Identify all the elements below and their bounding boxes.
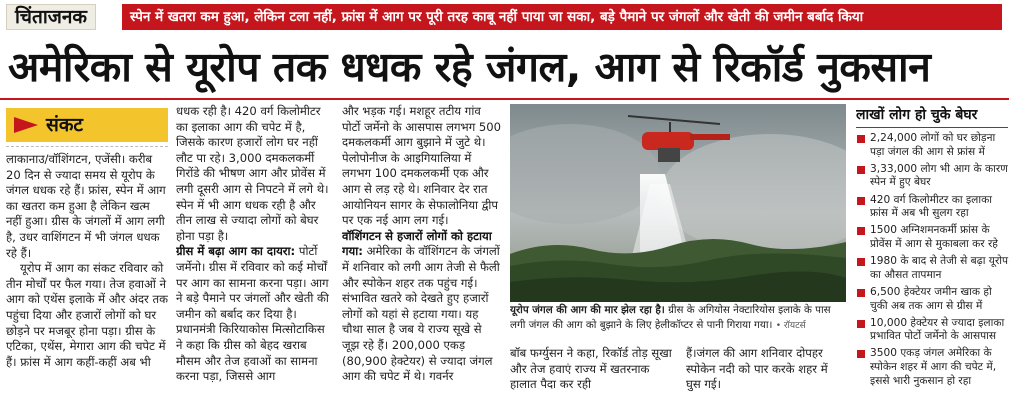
list-item-text: 1980 के बाद से तेजी से बढ़ा यूरोप का औसत तापमान bbox=[870, 255, 1009, 281]
caption-bold: यूरोप जंगल की आग की मार झेल रहा है। bbox=[510, 304, 665, 316]
factbox-rule bbox=[856, 127, 1008, 128]
section-divider bbox=[6, 146, 168, 147]
list-item bbox=[856, 347, 1009, 388]
article-paragraph bbox=[342, 229, 502, 385]
arrow-marker-icon bbox=[14, 117, 38, 133]
article-paragraph: हैं।जंगल की आग शनिवार दोपहर स्पोकेन नदी को पार करके शहर में घुस गई। bbox=[686, 346, 828, 392]
list-item bbox=[856, 317, 1009, 344]
list-item-text: 10,000 हेक्टेयर से ज्यादा इलाका प्रभावित पोर्टो जर्मेनो के आसपास bbox=[870, 316, 1005, 343]
list-item-text: 1500 अग्निशमनकर्मी फ्रांस के प्रोवेंस में आग से मुकाबला कर रहे bbox=[870, 224, 998, 250]
kicker-strapline: स्पेन में खतरा कम हुआ, लेकिन टला नहीं, फ्रांस में आग पर पूरी तरह काबू नहीं पाया जा सका, बड़े पैमाने पर जंगलों और खेती की जमीन बर्बाद किया bbox=[122, 4, 1002, 30]
article-paragraph: बॉब फर्ग्युसन ने कहा, रिकॉर्ड तोड़ सूखा और तेज हवाएं राज्य में खतरनाक हालात पैदा कर रही bbox=[510, 346, 672, 392]
list-item-text: 420 वर्ग किलोमीटर का इलाका फ्रांस में अब भी सुलग रहा bbox=[870, 193, 992, 220]
square-bullet-icon bbox=[857, 350, 865, 358]
list-item bbox=[856, 194, 1009, 221]
list-item-text: 3500 एकड़ जंगल अमेरिका के स्पोकेन शहर में आग की चपेट में, इससे भारी नुकसान हो रहा bbox=[870, 347, 997, 387]
list-item bbox=[856, 132, 1009, 159]
article-subhead: ग्रीस में बढ़ा आग का दायरा: bbox=[176, 244, 296, 259]
article-subhead: वॉशिंगटन से हजारों लोगों को हटाया गया: bbox=[342, 228, 492, 259]
kicker-tag: चिंताजनक bbox=[6, 4, 96, 30]
list-item bbox=[856, 163, 1009, 190]
article-text: पोर्टो जर्मेनो। ग्रीस में रविवार को कई मोर्चों पर आग का सामना करना पड़ा। आग ने बड़े पैमाने पर जंगलों और खेती की जमीन को बर्बाद कर दिया है। प्रधानमंत्री किरियाकोस मित्सोटाकिस ने कहा कि ग्रीस को बेहद खराब मौसम और तेज हवाओं का सामना करना पड़ा, जिससे आग bbox=[176, 244, 329, 384]
article-paragraph: यूरोप में आग का संकट रविवार को तीन मोर्चों पर फैल गया। तेज हवाओं ने आग को एथेंस इलाके में और अंदर तक पहुंचा दिया और हजारों लोगों को घर छोड़ने पर मजबूर होना पड़ा। ग्रीस के एटिका, एथेंस, मेगारा आग की चपेट में हैं। फ्रांस में आग कहीं-कहीं अब भी bbox=[6, 261, 168, 369]
photo-credit: • रॉयटर्स bbox=[775, 321, 806, 331]
factbox-list bbox=[856, 132, 1009, 392]
square-bullet-icon bbox=[857, 227, 865, 235]
list-item-text: 2,24,000 लोगों को घर छोड़ना पड़ा जंगल की आग से फ्रांस में bbox=[870, 132, 996, 158]
article-column-3 bbox=[342, 104, 502, 404]
square-bullet-icon bbox=[857, 289, 865, 297]
headline: अमेरिका से यूरोप तक धधक रहे जंगल, आग से रिकॉर्ड नुकसान bbox=[8, 43, 931, 91]
article-paragraph: और भड़क गई। मशहूर तटीय गांव पोर्टो जर्मेनो के आसपास लगभग 500 दमकलकर्मी आग बुझाने में जुटे थे। पेलोपोनीज के आइगियालिया में लगभग 100 दमकलकर्मी एक और आग से लड़ रहे थे। शनिवार देर रात आयोनियन सागर के सेफालोनिया द्वीप पर एक नई आग लग गई। bbox=[342, 104, 502, 228]
news-photo bbox=[510, 104, 846, 302]
square-bullet-icon bbox=[857, 197, 865, 205]
article-column-5 bbox=[686, 346, 846, 404]
list-item-text: 3,33,000 लोग भी आग के कारण स्पेन में हुए बेघर bbox=[870, 162, 1008, 189]
article-column-2 bbox=[176, 104, 334, 404]
photo-caption bbox=[510, 303, 846, 339]
list-item bbox=[856, 224, 1009, 251]
factbox bbox=[852, 100, 1009, 409]
list-item bbox=[856, 286, 1009, 313]
list-item-text: 6,500 हेक्टेयर जमीन खाक हो चुकी अब तक आग से ग्रीस में bbox=[870, 285, 992, 312]
caption-text: ग्रीस के अगियोस नेक्टारियोस इलाके के पास लगी जंगल की आग को बुझाने के लिए हेलीकॉप्टर से पानी गिराया गया। bbox=[510, 304, 831, 331]
square-bullet-icon bbox=[857, 320, 865, 328]
article-paragraph: धधक रही है। 420 वर्ग किलोमीटर का इलाका आग की चपेट में है, जिसके कारण हजारों लोग घर नहीं लौट पा रहे। 3,000 दमकलकर्मी गिरोंडे की भीषण आग और प्रोवेंस में लगी दूसरी आग से निपटने में लगे थे। स्पेन में भी आग धधक रही है और तीन लाख से ज्यादा लोगों को बेघर होना पड़ा है। bbox=[176, 104, 329, 243]
square-bullet-icon bbox=[857, 166, 865, 174]
square-bullet-icon bbox=[857, 135, 865, 143]
kicker-bar bbox=[0, 0, 1009, 34]
article-paragraph: लाकानाउ/वॉशिंगटन, एजेंसी। करीब 20 दिन से ज्यादा समय से यूरोप के जंगल धधक रहे हैं। फ्रांस, स्पेन में आग का खतरा कम हुआ है लेकिन खत्म नहीं हुआ। ग्रीस के जंगलों में आग लगी है, उधर वाशिंगटन में भी जंगल धधक रहे हैं। bbox=[6, 152, 166, 260]
square-bullet-icon bbox=[857, 258, 865, 266]
section-label-text: संकट bbox=[46, 114, 84, 136]
factbox-title: लाखों लोग हो चुके बेघर bbox=[856, 107, 978, 123]
article-paragraph bbox=[176, 244, 334, 384]
list-item bbox=[856, 255, 1009, 282]
section-label bbox=[6, 108, 168, 142]
article-column-1 bbox=[6, 152, 168, 404]
firefighting-helicopter-image bbox=[510, 104, 846, 302]
article-column-4 bbox=[510, 346, 678, 404]
article-text: अमेरिका के वॉशिंगटन के जंगलों में शनिवार को लगी आग तेजी से फैली और स्पोकेन शहर तक पहुंच गई। संभावित खतरे को देखते हुए हजारों लोगों को यहां से हटाया गया। यह चौथा साल है जब ये राज्य सूखे से जूझ रहे हैं। 200,000 एकड़ (80,900 हेक्टेयर) से ज्यादा जंगल आग की चपेट में थे। गवर्नर bbox=[342, 244, 500, 384]
